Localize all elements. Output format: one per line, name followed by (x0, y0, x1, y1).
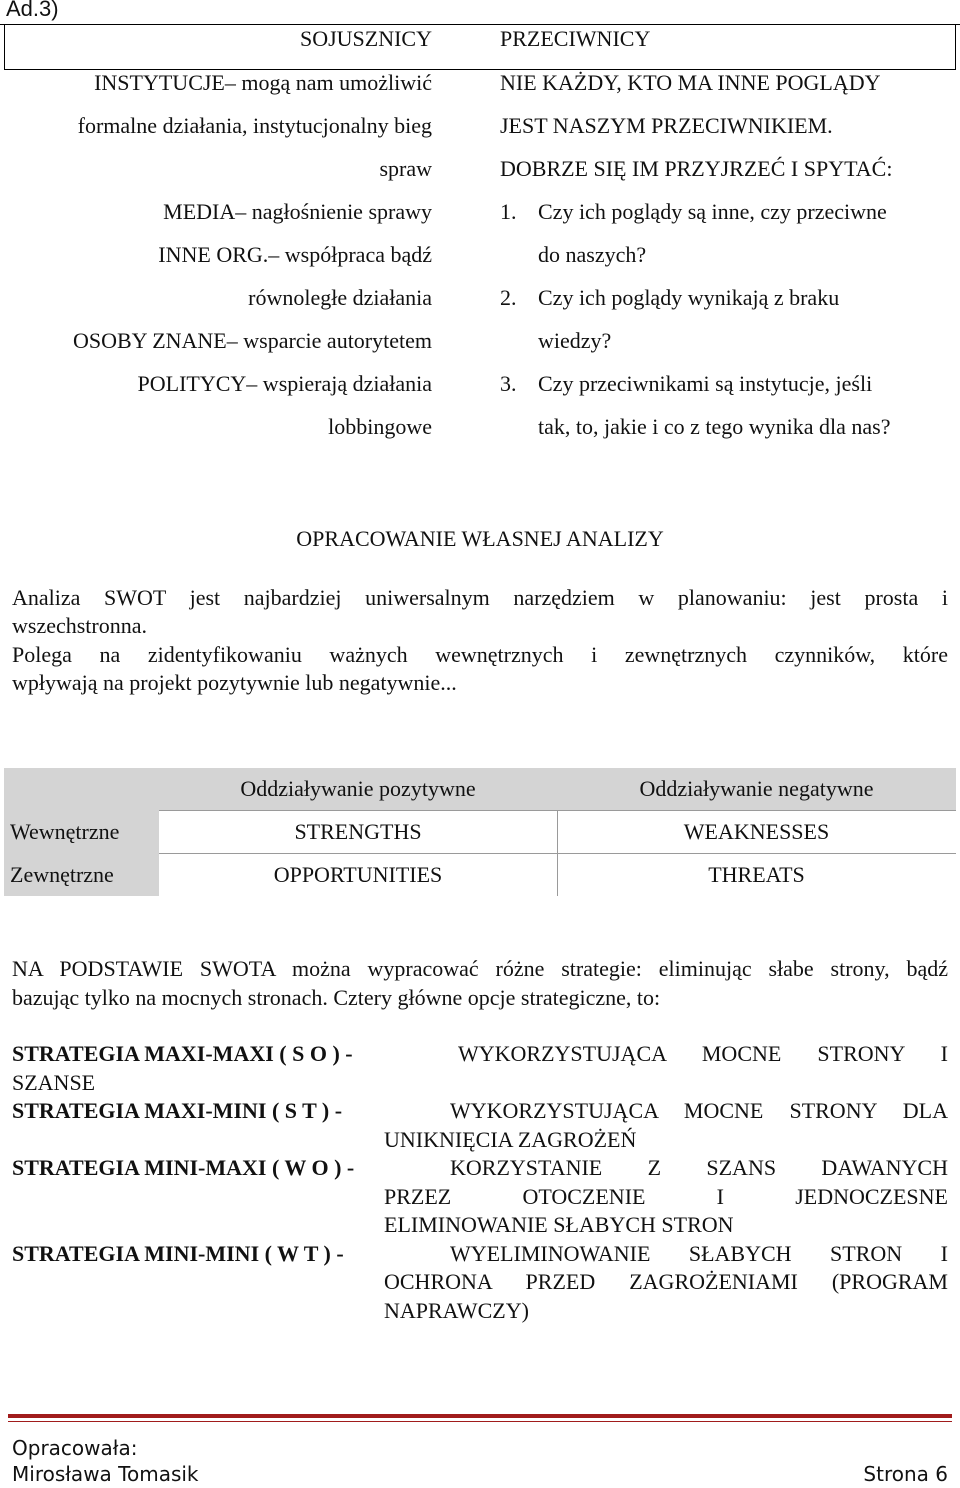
allies-line: równoległe działania (248, 285, 432, 310)
analysis-heading: OPRACOWANIE WŁASNEJ ANALIZY (296, 526, 664, 551)
swot-row-external: Zewnętrzne (4, 853, 159, 896)
strategy-description: UNIKNIĘCIA ZAGROŻEŃ (384, 1127, 637, 1152)
analysis-paragraph-line: Polega na zidentyfikowaniu ważnych wewnętrznych i zewnętrznych czynników, które (12, 642, 948, 667)
section-label: Ad.3) (6, 0, 59, 21)
strategy-description: WYKORZYSTUJĄCA MOCNE STRONY DLA (450, 1098, 948, 1123)
swot-header-negative: Oddziaływanie negatywne (557, 768, 956, 810)
swot-strengths: STRENGTHS (294, 818, 422, 844)
footer-label: Opracowała: (12, 1436, 138, 1460)
strategy-description: ELIMINOWANIE SŁABYCH STRON (384, 1212, 734, 1237)
swot-weaknesses: WEAKNESSES (683, 818, 830, 844)
allies-line: INSTYTUCJE– mogą nam umożliwić (94, 70, 432, 95)
question-text: Czy ich poglądy są inne, czy przeciwne (538, 199, 887, 224)
footer-page-number: Strona 6 (863, 1462, 948, 1486)
question-text: wiedzy? (538, 328, 612, 353)
strategy-description: PRZEZ OTOCZENIE I JEDNOCZESNE (384, 1184, 948, 1209)
allies-line: INNE ORG.– współpraca bądź (158, 242, 432, 267)
footer-author: Mirosława Tomasik (12, 1462, 199, 1486)
swot-matrix (4, 768, 956, 896)
strategies-intro-line: NA PODSTAWIE SWOTA można wypracować różne strategie: eliminując słabe strony, bądź (12, 956, 948, 981)
strategy-name: STRATEGIA MAXI-MAXI ( S O ) - (12, 1041, 353, 1066)
opponents-header: PRZECIWNICY (500, 26, 651, 51)
strategy-description: WYELIMINOWANIE SŁABYCH STRON I (450, 1241, 948, 1266)
question-number: 3. (500, 371, 517, 396)
allies-line: POLITYCY– wspierają działania (137, 371, 432, 396)
strategy-description: WYKORZYSTUJĄCA MOCNE STRONY I (458, 1041, 948, 1066)
opponents-intro-line: DOBRZE SIĘ IM PRZYJRZEĆ I SPYTAĆ: (500, 156, 893, 181)
analysis-paragraph-line: wszechstronna. (12, 613, 148, 638)
swot-opportunities: OPPORTUNITIES (273, 861, 443, 887)
strategy-description: NAPRAWCZY) (384, 1298, 529, 1323)
analysis-paragraph-line: wpływają na projekt pozytywnie lub negatywnie... (12, 670, 457, 695)
allies-line: OSOBY ZNANE– wsparcie autorytetem (72, 328, 432, 353)
question-number: 1. (500, 199, 517, 224)
opponents-intro-line: JEST NASZYM PRZECIWNIKIEM. (500, 113, 833, 138)
strategy-description: KORZYSTANIE Z SZANS DAWANYCH (450, 1155, 948, 1180)
opponents-intro-line: NIE KAŻDY, KTO MA INNE POGLĄDY (500, 70, 881, 95)
allies-line: spraw (379, 156, 432, 181)
swot-divider-v (557, 810, 558, 896)
strategy-description: OCHRONA PRZED ZAGROŻENIAMI (PROGRAM (384, 1269, 948, 1294)
swot-threats: THREATS (708, 861, 805, 887)
strategy-name: STRATEGIA MINI-MAXI ( W O ) - (12, 1155, 355, 1180)
allies-line: lobbingowe (328, 414, 432, 439)
swot-row-internal: Wewnętrzne (4, 810, 159, 853)
question-number: 2. (500, 285, 517, 310)
allies-line: formalne działania, instytucjonalny bieg (77, 113, 432, 138)
footer-rule (8, 1421, 952, 1422)
question-text: Czy ich poglądy wynikają z braku (538, 285, 840, 310)
question-text: Czy przeciwnikami są instytucje, jeśli (538, 371, 873, 396)
footer-rule (8, 1414, 952, 1418)
strategy-description: SZANSE (12, 1070, 96, 1095)
strategies-intro-line: bazując tylko na mocnych stronach. Cztery główne opcje strategiczne, to: (12, 985, 661, 1010)
question-text: tak, to, jakie i co z tego wynika dla nas? (538, 414, 891, 439)
question-text: do naszych? (538, 242, 647, 267)
allies-header: SOJUSZNICY (299, 26, 432, 51)
strategy-name: STRATEGIA MAXI-MINI ( S T ) - (12, 1098, 343, 1123)
allies-line: MEDIA– nagłośnienie sprawy (163, 199, 432, 224)
strategy-name: STRATEGIA MINI-MINI ( W T ) - (12, 1241, 344, 1266)
swot-header-positive: Oddziaływanie pozytywne (159, 768, 557, 810)
analysis-paragraph-line: Analiza SWOT jest najbardziej uniwersalnym narzędziem w planowaniu: jest prosta i (12, 585, 948, 610)
swot-corner (4, 768, 159, 810)
